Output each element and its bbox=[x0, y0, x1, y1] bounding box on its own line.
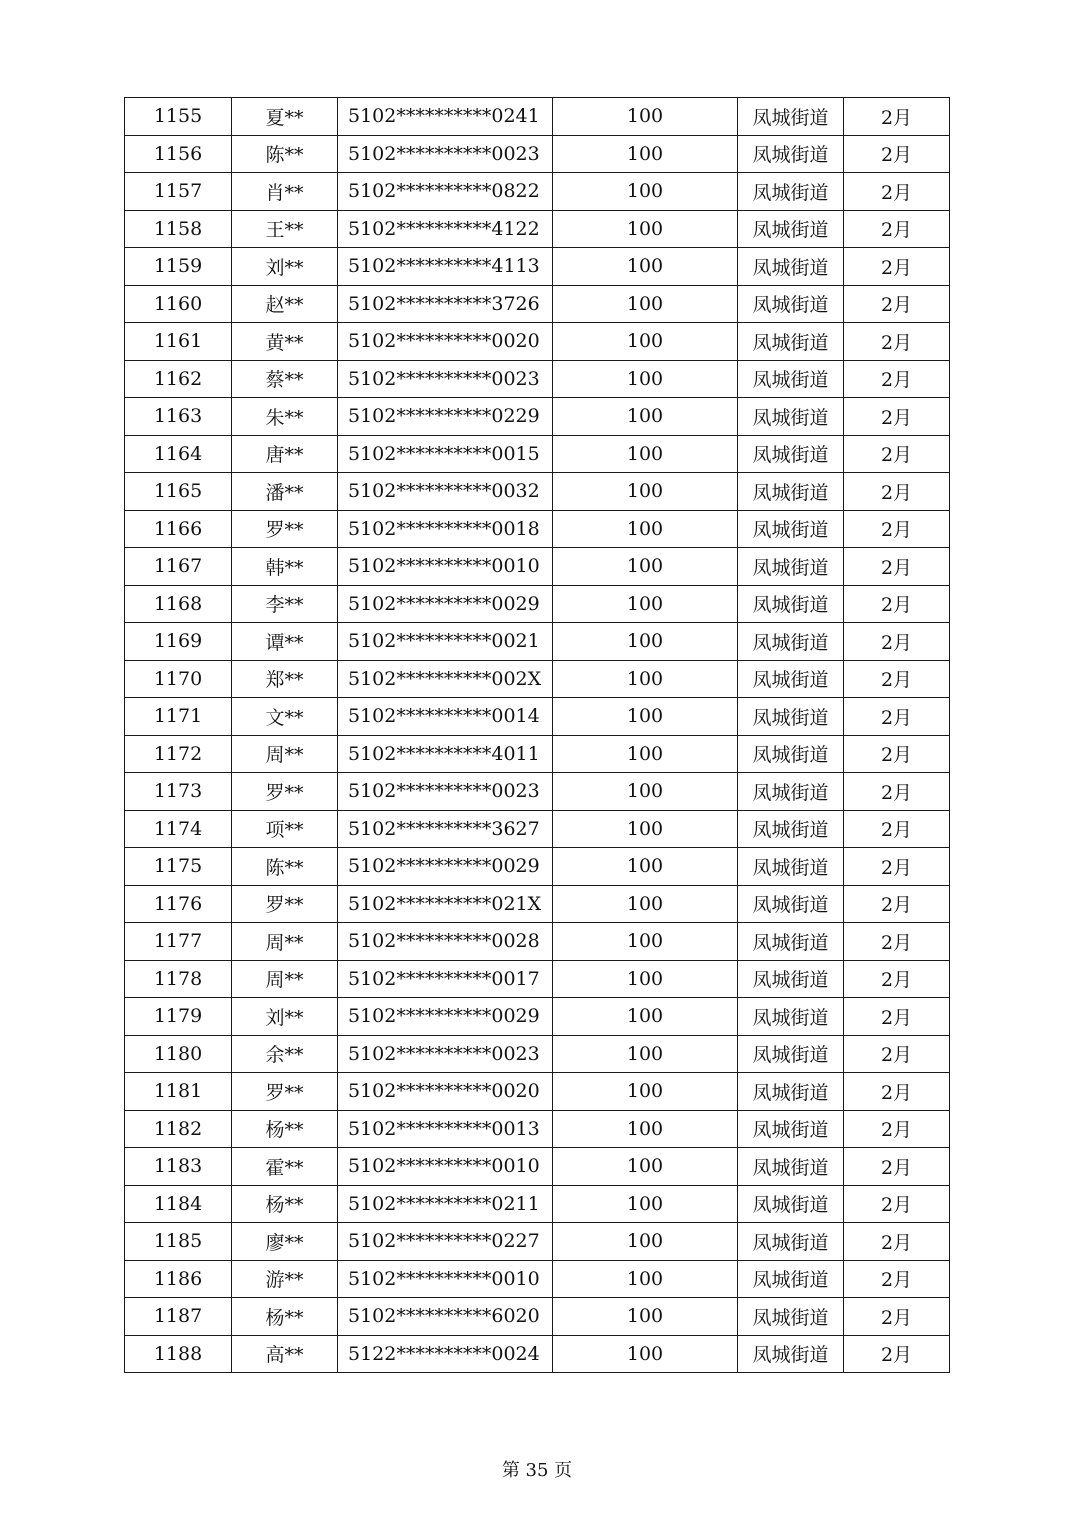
cell-person-name: 罗** bbox=[232, 885, 338, 923]
cell-subdistrict: 凤城街道 bbox=[738, 960, 844, 998]
table-row bbox=[125, 98, 950, 136]
cell-id-number: 5102**********3726 bbox=[338, 285, 553, 323]
cell-serial-number: 1180 bbox=[125, 1035, 232, 1073]
cell-month: 2月 bbox=[844, 623, 950, 661]
cell-id-number: 5102**********0017 bbox=[338, 960, 553, 998]
cell-serial-number: 1174 bbox=[125, 810, 232, 848]
cell-person-name: 项** bbox=[232, 810, 338, 848]
cell-subdistrict: 凤城街道 bbox=[738, 510, 844, 548]
cell-person-name: 高** bbox=[232, 1335, 338, 1373]
cell-amount: 100 bbox=[553, 323, 738, 361]
table-row bbox=[125, 1035, 950, 1073]
cell-month: 2月 bbox=[844, 923, 950, 961]
table-row bbox=[125, 848, 950, 886]
table-row bbox=[125, 135, 950, 173]
cell-month: 2月 bbox=[844, 173, 950, 211]
cell-amount: 100 bbox=[553, 1185, 738, 1223]
cell-month: 2月 bbox=[844, 398, 950, 436]
cell-subdistrict: 凤城街道 bbox=[738, 285, 844, 323]
cell-month: 2月 bbox=[844, 473, 950, 511]
cell-person-name: 潘** bbox=[232, 473, 338, 511]
table-row bbox=[125, 285, 950, 323]
cell-person-name: 周** bbox=[232, 735, 338, 773]
cell-person-name: 罗** bbox=[232, 773, 338, 811]
cell-person-name: 周** bbox=[232, 923, 338, 961]
cell-subdistrict: 凤城街道 bbox=[738, 1298, 844, 1336]
cell-id-number: 5102**********0013 bbox=[338, 1110, 553, 1148]
cell-serial-number: 1188 bbox=[125, 1335, 232, 1373]
cell-amount: 100 bbox=[553, 660, 738, 698]
cell-amount: 100 bbox=[553, 98, 738, 136]
cell-amount: 100 bbox=[553, 1110, 738, 1148]
cell-serial-number: 1182 bbox=[125, 1110, 232, 1148]
cell-serial-number: 1155 bbox=[125, 98, 232, 136]
cell-serial-number: 1172 bbox=[125, 735, 232, 773]
cell-id-number: 5102**********0018 bbox=[338, 510, 553, 548]
cell-month: 2月 bbox=[844, 848, 950, 886]
cell-serial-number: 1163 bbox=[125, 398, 232, 436]
table-row bbox=[125, 735, 950, 773]
cell-person-name: 李** bbox=[232, 585, 338, 623]
cell-serial-number: 1187 bbox=[125, 1298, 232, 1336]
cell-id-number: 5102**********0023 bbox=[338, 1035, 553, 1073]
roster-table bbox=[124, 97, 950, 1373]
cell-id-number: 5102**********002X bbox=[338, 660, 553, 698]
cell-serial-number: 1159 bbox=[125, 248, 232, 286]
cell-id-number: 5102**********0029 bbox=[338, 848, 553, 886]
cell-person-name: 陈** bbox=[232, 848, 338, 886]
table-row bbox=[125, 623, 950, 661]
cell-subdistrict: 凤城街道 bbox=[738, 773, 844, 811]
cell-person-name: 谭** bbox=[232, 623, 338, 661]
cell-serial-number: 1178 bbox=[125, 960, 232, 998]
table-row bbox=[125, 173, 950, 211]
cell-month: 2月 bbox=[844, 998, 950, 1036]
cell-subdistrict: 凤城街道 bbox=[738, 135, 844, 173]
table-row bbox=[125, 210, 950, 248]
cell-subdistrict: 凤城街道 bbox=[738, 623, 844, 661]
cell-month: 2月 bbox=[844, 1298, 950, 1336]
table-row bbox=[125, 1185, 950, 1223]
cell-subdistrict: 凤城街道 bbox=[738, 398, 844, 436]
cell-subdistrict: 凤城街道 bbox=[738, 323, 844, 361]
cell-serial-number: 1171 bbox=[125, 698, 232, 736]
cell-id-number: 5102**********0023 bbox=[338, 773, 553, 811]
cell-id-number: 5102**********0023 bbox=[338, 360, 553, 398]
cell-id-number: 5102**********4011 bbox=[338, 735, 553, 773]
cell-person-name: 唐** bbox=[232, 435, 338, 473]
cell-amount: 100 bbox=[553, 398, 738, 436]
cell-month: 2月 bbox=[844, 548, 950, 586]
cell-person-name: 韩** bbox=[232, 548, 338, 586]
cell-subdistrict: 凤城街道 bbox=[738, 810, 844, 848]
cell-subdistrict: 凤城街道 bbox=[738, 173, 844, 211]
cell-amount: 100 bbox=[553, 698, 738, 736]
cell-id-number: 5102**********4113 bbox=[338, 248, 553, 286]
cell-person-name: 王** bbox=[232, 210, 338, 248]
cell-amount: 100 bbox=[553, 135, 738, 173]
cell-serial-number: 1183 bbox=[125, 1148, 232, 1186]
table-row bbox=[125, 398, 950, 436]
cell-serial-number: 1164 bbox=[125, 435, 232, 473]
cell-serial-number: 1161 bbox=[125, 323, 232, 361]
cell-id-number: 5102**********0211 bbox=[338, 1185, 553, 1223]
cell-person-name: 文** bbox=[232, 698, 338, 736]
table-row bbox=[125, 1260, 950, 1298]
cell-serial-number: 1181 bbox=[125, 1073, 232, 1111]
cell-serial-number: 1184 bbox=[125, 1185, 232, 1223]
cell-id-number: 5102**********0032 bbox=[338, 473, 553, 511]
cell-subdistrict: 凤城街道 bbox=[738, 248, 844, 286]
cell-subdistrict: 凤城街道 bbox=[738, 998, 844, 1036]
cell-amount: 100 bbox=[553, 923, 738, 961]
cell-subdistrict: 凤城街道 bbox=[738, 1110, 844, 1148]
cell-id-number: 5102**********0241 bbox=[338, 98, 553, 136]
cell-subdistrict: 凤城街道 bbox=[738, 1035, 844, 1073]
cell-id-number: 5102**********0822 bbox=[338, 173, 553, 211]
cell-serial-number: 1170 bbox=[125, 660, 232, 698]
cell-serial-number: 1162 bbox=[125, 360, 232, 398]
cell-subdistrict: 凤城街道 bbox=[738, 885, 844, 923]
table-row bbox=[125, 885, 950, 923]
cell-person-name: 刘** bbox=[232, 998, 338, 1036]
cell-amount: 100 bbox=[553, 585, 738, 623]
cell-person-name: 赵** bbox=[232, 285, 338, 323]
cell-month: 2月 bbox=[844, 773, 950, 811]
cell-month: 2月 bbox=[844, 1073, 950, 1111]
page-number: 第 35 页 bbox=[501, 1460, 573, 1481]
cell-id-number: 5102**********0010 bbox=[338, 1260, 553, 1298]
cell-person-name: 廖** bbox=[232, 1223, 338, 1261]
cell-id-number: 5102**********4122 bbox=[338, 210, 553, 248]
table-row bbox=[125, 1298, 950, 1336]
cell-amount: 100 bbox=[553, 210, 738, 248]
cell-month: 2月 bbox=[844, 510, 950, 548]
cell-month: 2月 bbox=[844, 285, 950, 323]
table-row bbox=[125, 323, 950, 361]
cell-id-number: 5102**********0029 bbox=[338, 998, 553, 1036]
cell-amount: 100 bbox=[553, 773, 738, 811]
cell-id-number: 5102**********0029 bbox=[338, 585, 553, 623]
cell-subdistrict: 凤城街道 bbox=[738, 585, 844, 623]
cell-serial-number: 1186 bbox=[125, 1260, 232, 1298]
cell-month: 2月 bbox=[844, 1260, 950, 1298]
cell-serial-number: 1173 bbox=[125, 773, 232, 811]
cell-id-number: 5102**********0015 bbox=[338, 435, 553, 473]
cell-month: 2月 bbox=[844, 360, 950, 398]
cell-person-name: 周** bbox=[232, 960, 338, 998]
cell-amount: 100 bbox=[553, 173, 738, 211]
cell-amount: 100 bbox=[553, 810, 738, 848]
cell-amount: 100 bbox=[553, 1335, 738, 1373]
cell-id-number: 5102**********0028 bbox=[338, 923, 553, 961]
table-row bbox=[125, 1148, 950, 1186]
cell-amount: 100 bbox=[553, 248, 738, 286]
cell-person-name: 余** bbox=[232, 1035, 338, 1073]
table-row bbox=[125, 923, 950, 961]
cell-person-name: 肖** bbox=[232, 173, 338, 211]
cell-subdistrict: 凤城街道 bbox=[738, 1335, 844, 1373]
cell-subdistrict: 凤城街道 bbox=[738, 660, 844, 698]
cell-id-number: 5102**********0021 bbox=[338, 623, 553, 661]
cell-id-number: 5102**********0010 bbox=[338, 548, 553, 586]
cell-amount: 100 bbox=[553, 1260, 738, 1298]
cell-amount: 100 bbox=[553, 1298, 738, 1336]
cell-person-name: 黄** bbox=[232, 323, 338, 361]
cell-subdistrict: 凤城街道 bbox=[738, 848, 844, 886]
cell-person-name: 夏** bbox=[232, 98, 338, 136]
cell-subdistrict: 凤城街道 bbox=[738, 98, 844, 136]
table-row bbox=[125, 473, 950, 511]
cell-serial-number: 1167 bbox=[125, 548, 232, 586]
cell-month: 2月 bbox=[844, 248, 950, 286]
cell-month: 2月 bbox=[844, 1148, 950, 1186]
cell-subdistrict: 凤城街道 bbox=[738, 1223, 844, 1261]
cell-serial-number: 1168 bbox=[125, 585, 232, 623]
cell-person-name: 游** bbox=[232, 1260, 338, 1298]
cell-month: 2月 bbox=[844, 1035, 950, 1073]
cell-serial-number: 1169 bbox=[125, 623, 232, 661]
cell-amount: 100 bbox=[553, 1035, 738, 1073]
cell-subdistrict: 凤城街道 bbox=[738, 698, 844, 736]
cell-amount: 100 bbox=[553, 735, 738, 773]
cell-id-number: 5102**********0229 bbox=[338, 398, 553, 436]
table-row bbox=[125, 660, 950, 698]
table-row bbox=[125, 960, 950, 998]
cell-amount: 100 bbox=[553, 960, 738, 998]
cell-amount: 100 bbox=[553, 623, 738, 661]
cell-month: 2月 bbox=[844, 1185, 950, 1223]
cell-month: 2月 bbox=[844, 1110, 950, 1148]
cell-subdistrict: 凤城街道 bbox=[738, 548, 844, 586]
table-row bbox=[125, 698, 950, 736]
table-row bbox=[125, 1110, 950, 1148]
cell-amount: 100 bbox=[553, 473, 738, 511]
cell-month: 2月 bbox=[844, 1223, 950, 1261]
table-row bbox=[125, 1073, 950, 1111]
cell-person-name: 罗** bbox=[232, 1073, 338, 1111]
cell-amount: 100 bbox=[553, 998, 738, 1036]
cell-serial-number: 1166 bbox=[125, 510, 232, 548]
cell-serial-number: 1176 bbox=[125, 885, 232, 923]
cell-month: 2月 bbox=[844, 435, 950, 473]
cell-person-name: 霍** bbox=[232, 1148, 338, 1186]
cell-id-number: 5102**********6020 bbox=[338, 1298, 553, 1336]
table-row bbox=[125, 248, 950, 286]
cell-serial-number: 1158 bbox=[125, 210, 232, 248]
cell-serial-number: 1160 bbox=[125, 285, 232, 323]
cell-person-name: 郑** bbox=[232, 660, 338, 698]
cell-id-number: 5102**********0023 bbox=[338, 135, 553, 173]
table-row bbox=[125, 360, 950, 398]
cell-person-name: 陈** bbox=[232, 135, 338, 173]
cell-subdistrict: 凤城街道 bbox=[738, 735, 844, 773]
cell-month: 2月 bbox=[844, 885, 950, 923]
cell-serial-number: 1157 bbox=[125, 173, 232, 211]
cell-amount: 100 bbox=[553, 285, 738, 323]
cell-subdistrict: 凤城街道 bbox=[738, 1260, 844, 1298]
cell-month: 2月 bbox=[844, 323, 950, 361]
cell-month: 2月 bbox=[844, 960, 950, 998]
cell-person-name: 杨** bbox=[232, 1110, 338, 1148]
cell-subdistrict: 凤城街道 bbox=[738, 210, 844, 248]
table-row bbox=[125, 810, 950, 848]
cell-serial-number: 1185 bbox=[125, 1223, 232, 1261]
cell-month: 2月 bbox=[844, 660, 950, 698]
cell-amount: 100 bbox=[553, 360, 738, 398]
cell-id-number: 5122**********0024 bbox=[338, 1335, 553, 1373]
cell-person-name: 杨** bbox=[232, 1185, 338, 1223]
cell-subdistrict: 凤城街道 bbox=[738, 1148, 844, 1186]
cell-serial-number: 1165 bbox=[125, 473, 232, 511]
cell-month: 2月 bbox=[844, 810, 950, 848]
table-row bbox=[125, 585, 950, 623]
cell-id-number: 5102**********021X bbox=[338, 885, 553, 923]
cell-amount: 100 bbox=[553, 1148, 738, 1186]
cell-person-name: 朱** bbox=[232, 398, 338, 436]
cell-subdistrict: 凤城街道 bbox=[738, 360, 844, 398]
cell-id-number: 5102**********0227 bbox=[338, 1223, 553, 1261]
cell-amount: 100 bbox=[553, 1223, 738, 1261]
cell-amount: 100 bbox=[553, 848, 738, 886]
cell-subdistrict: 凤城街道 bbox=[738, 1185, 844, 1223]
cell-amount: 100 bbox=[553, 548, 738, 586]
table-row bbox=[125, 998, 950, 1036]
cell-month: 2月 bbox=[844, 735, 950, 773]
cell-person-name: 罗** bbox=[232, 510, 338, 548]
cell-month: 2月 bbox=[844, 698, 950, 736]
cell-serial-number: 1179 bbox=[125, 998, 232, 1036]
cell-subdistrict: 凤城街道 bbox=[738, 435, 844, 473]
cell-id-number: 5102**********0010 bbox=[338, 1148, 553, 1186]
cell-amount: 100 bbox=[553, 885, 738, 923]
cell-subdistrict: 凤城街道 bbox=[738, 473, 844, 511]
cell-amount: 100 bbox=[553, 1073, 738, 1111]
cell-person-name: 杨** bbox=[232, 1298, 338, 1336]
cell-month: 2月 bbox=[844, 1335, 950, 1373]
table-row bbox=[125, 1223, 950, 1261]
table-row bbox=[125, 773, 950, 811]
cell-serial-number: 1175 bbox=[125, 848, 232, 886]
cell-serial-number: 1177 bbox=[125, 923, 232, 961]
cell-id-number: 5102**********0020 bbox=[338, 323, 553, 361]
table-row bbox=[125, 548, 950, 586]
cell-subdistrict: 凤城街道 bbox=[738, 923, 844, 961]
roster-table-body bbox=[125, 98, 950, 1373]
cell-month: 2月 bbox=[844, 210, 950, 248]
table-row bbox=[125, 1335, 950, 1373]
cell-serial-number: 1156 bbox=[125, 135, 232, 173]
cell-amount: 100 bbox=[553, 510, 738, 548]
cell-month: 2月 bbox=[844, 98, 950, 136]
cell-person-name: 刘** bbox=[232, 248, 338, 286]
cell-id-number: 5102**********3627 bbox=[338, 810, 553, 848]
cell-id-number: 5102**********0020 bbox=[338, 1073, 553, 1111]
cell-amount: 100 bbox=[553, 435, 738, 473]
cell-subdistrict: 凤城街道 bbox=[738, 1073, 844, 1111]
table-row bbox=[125, 510, 950, 548]
cell-month: 2月 bbox=[844, 135, 950, 173]
cell-person-name: 蔡** bbox=[232, 360, 338, 398]
table-row bbox=[125, 435, 950, 473]
cell-id-number: 5102**********0014 bbox=[338, 698, 553, 736]
cell-month: 2月 bbox=[844, 585, 950, 623]
